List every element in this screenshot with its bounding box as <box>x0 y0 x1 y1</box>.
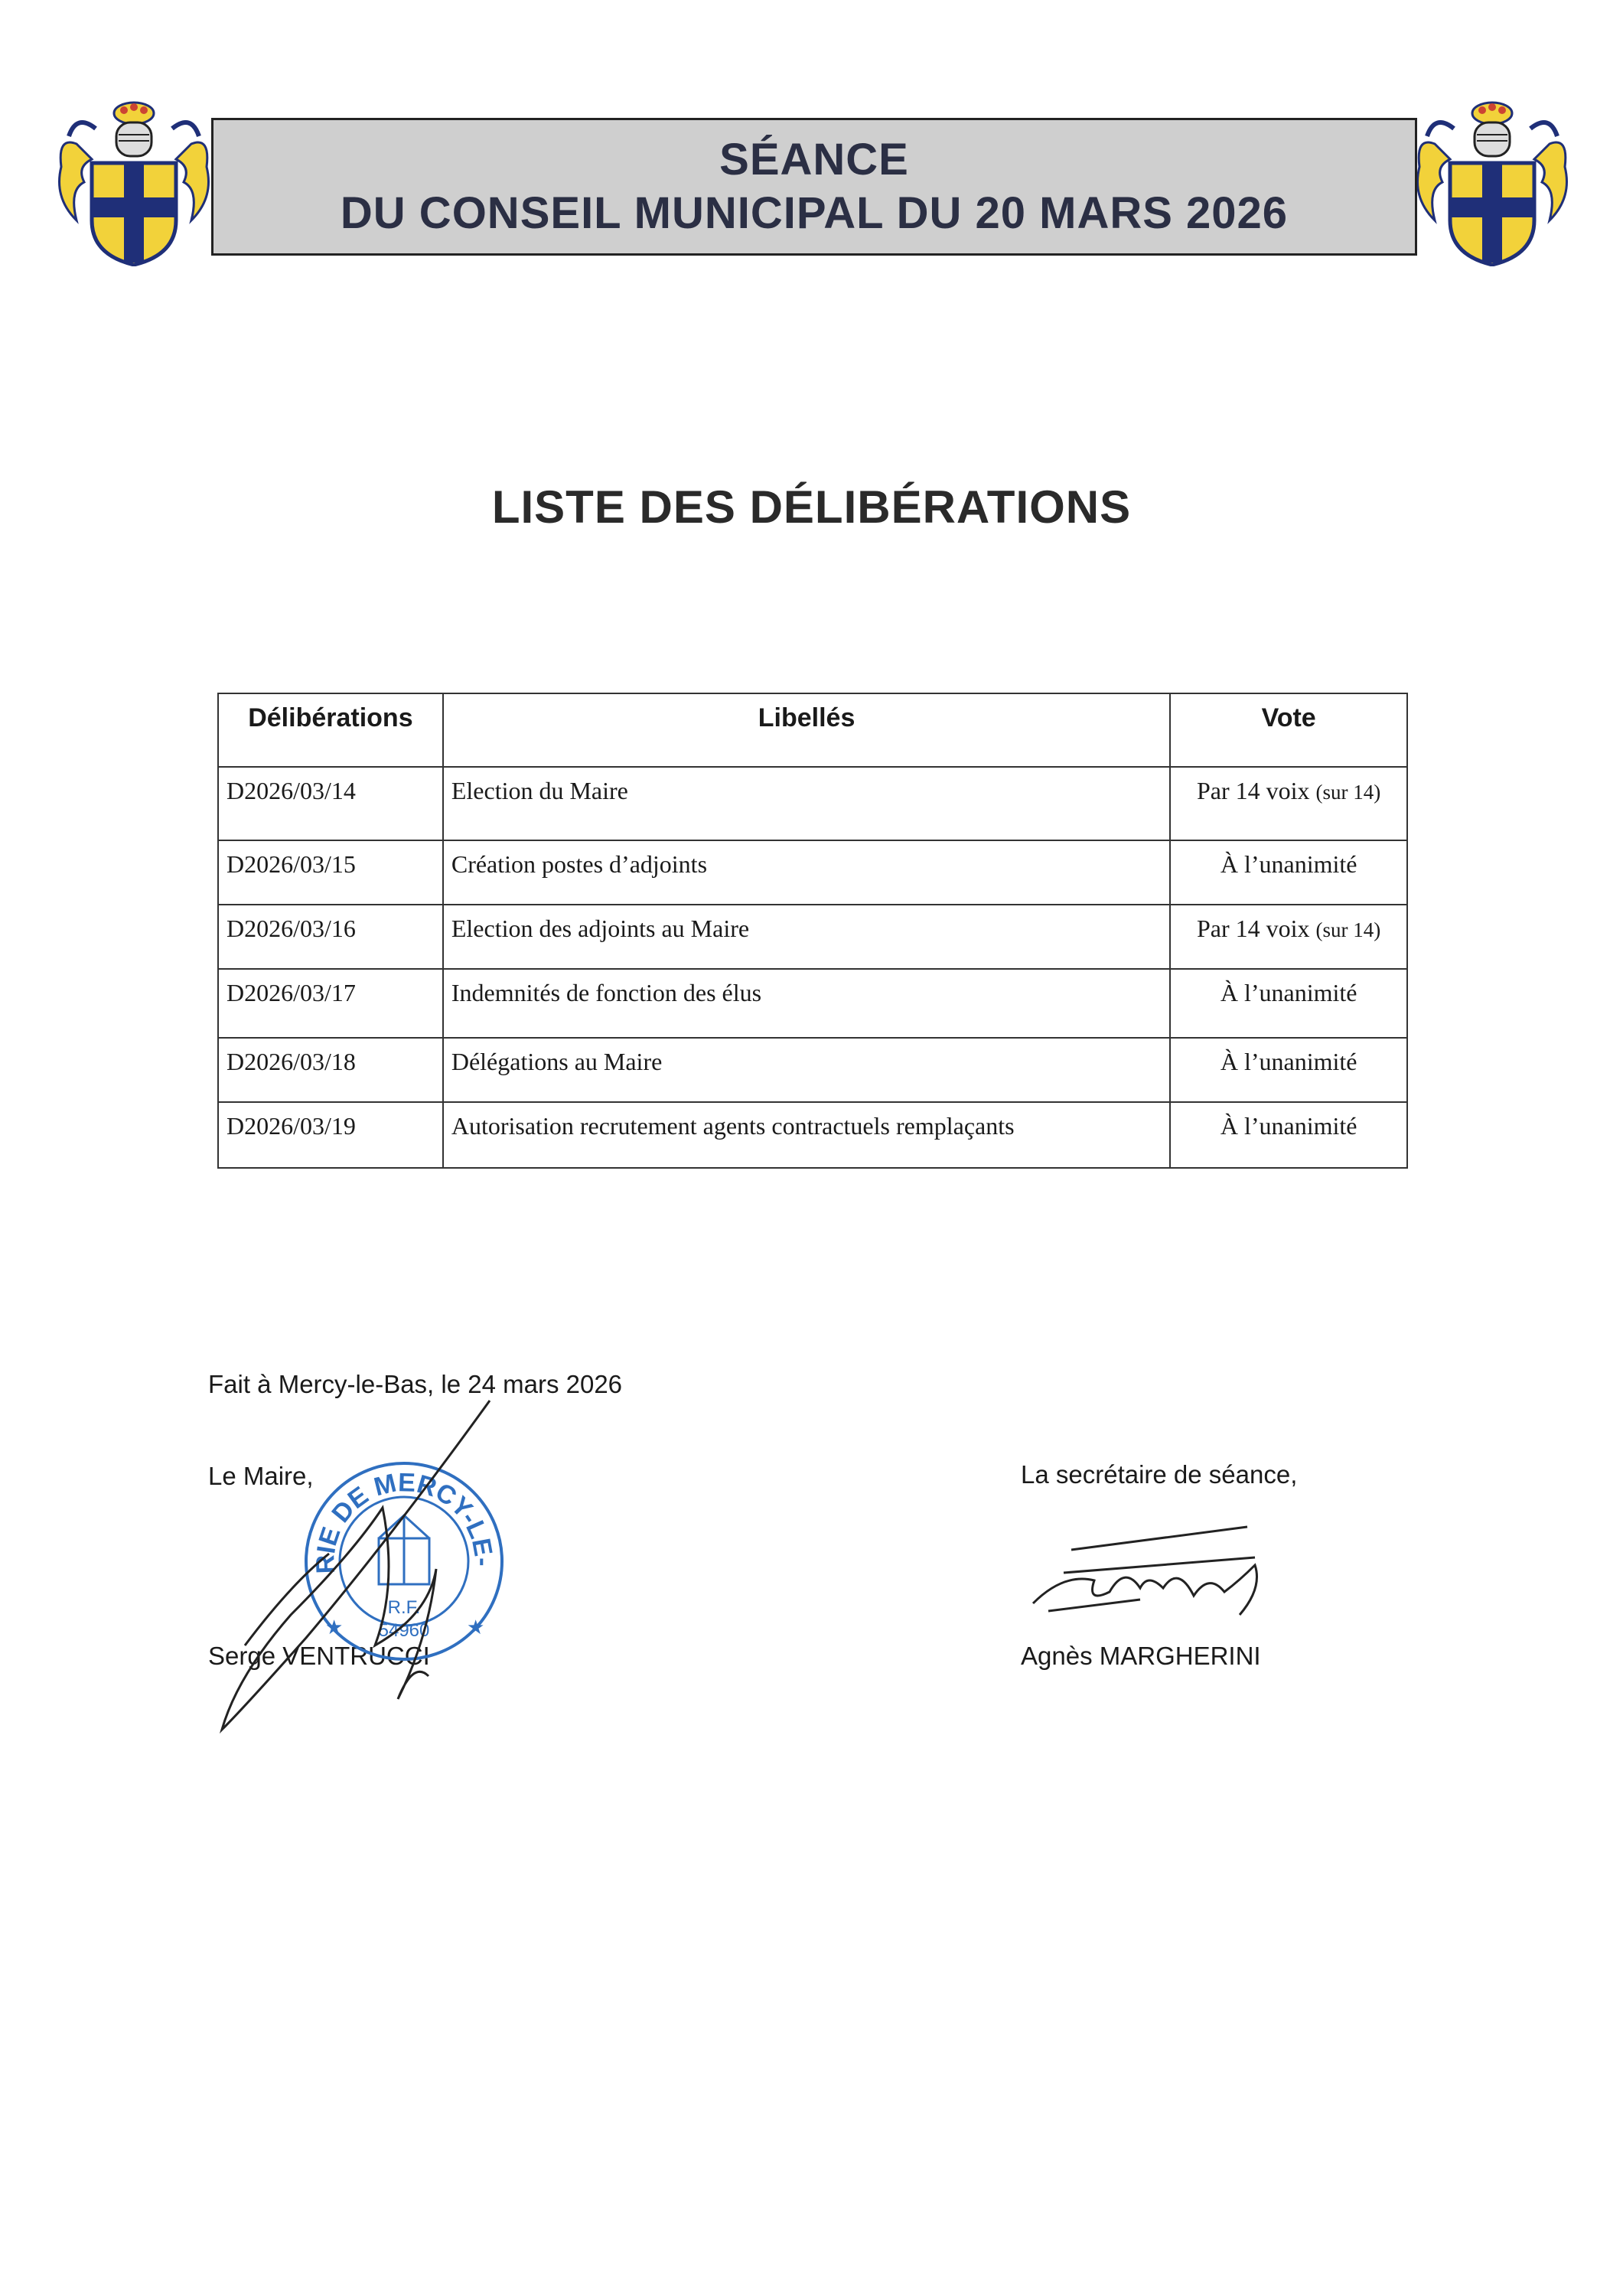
column-header-vote: Vote <box>1170 693 1407 767</box>
table-header-row <box>218 693 1407 767</box>
stamp-postal: 54960 <box>378 1620 430 1641</box>
svg-text:★: ★ <box>325 1616 344 1639</box>
vote-result: Par 14 voix <box>1197 777 1310 804</box>
vote-note: (sur 14) <box>1315 781 1381 804</box>
coat-of-arms-right <box>1412 90 1572 266</box>
deliberations-table <box>217 693 1408 1169</box>
deliberation-number: D2026/03/16 <box>218 905 443 969</box>
table-row <box>218 905 1407 969</box>
header-title-line1: SÉANCE <box>719 135 909 184</box>
deliberation-label: Election des adjoints au Maire <box>443 905 1170 969</box>
secretary-name: Agnès MARGHERINI <box>1021 1642 1261 1670</box>
deliberation-number: D2026/03/19 <box>218 1102 443 1168</box>
table-row <box>218 840 1407 905</box>
deliberation-vote <box>1170 1038 1407 1102</box>
deliberation-label: Election du Maire <box>443 767 1170 840</box>
deliberation-label: Autorisation recrutement agents contractuels remplaçants <box>443 1102 1170 1168</box>
vote-result: À l’unanimité <box>1220 1112 1357 1140</box>
deliberation-number: D2026/03/14 <box>218 767 443 840</box>
secretary-label: La secrétaire de séance, <box>1021 1460 1298 1489</box>
svg-text:★: ★ <box>467 1616 485 1639</box>
deliberation-number: D2026/03/15 <box>218 840 443 905</box>
header-title-band <box>211 118 1417 256</box>
deliberation-vote <box>1170 969 1407 1038</box>
place-date: Fait à Mercy-le-Bas, le 24 mars 2026 <box>208 1370 623 1398</box>
deliberation-vote <box>1170 905 1407 969</box>
vote-result: À l’unanimité <box>1220 1048 1357 1075</box>
table-row <box>218 1038 1407 1102</box>
header-title-line2: DU CONSEIL MUNICIPAL DU 20 MARS 2026 <box>340 188 1289 238</box>
deliberation-label: Indemnités de fonction des élus <box>443 969 1170 1038</box>
page-title: LISTE DES DÉLIBÉRATIONS <box>491 481 1132 533</box>
deliberation-number: D2026/03/17 <box>218 969 443 1038</box>
column-header-libelles: Libellés <box>443 693 1170 767</box>
coat-of-arms-left <box>54 90 214 266</box>
deliberation-vote <box>1170 767 1407 840</box>
stamp-rf: R.F. <box>387 1597 421 1618</box>
deliberation-label: Délégations au Maire <box>443 1038 1170 1102</box>
table-row <box>218 969 1407 1038</box>
stamp-text: RIE DE MERCY-LE- <box>311 1468 498 1574</box>
table-row <box>218 767 1407 840</box>
deliberation-number: D2026/03/18 <box>218 1038 443 1102</box>
deliberation-label: Création postes d’adjoints <box>443 840 1170 905</box>
mayor-label: Le Maire, <box>208 1462 314 1490</box>
mayor-name: Serge VENTRUCCI <box>208 1642 430 1670</box>
table-row <box>218 1102 1407 1168</box>
vote-result: Par 14 voix <box>1197 915 1310 942</box>
vote-result: À l’unanimité <box>1220 979 1357 1006</box>
mayor-signature-icon <box>199 1385 520 1753</box>
deliberation-vote <box>1170 840 1407 905</box>
deliberation-vote <box>1170 1102 1407 1168</box>
vote-note: (sur 14) <box>1315 918 1381 941</box>
column-header-deliberations: Délibérations <box>218 693 443 767</box>
secretary-signature-icon <box>1018 1519 1293 1626</box>
vote-result: À l’unanimité <box>1220 850 1357 878</box>
